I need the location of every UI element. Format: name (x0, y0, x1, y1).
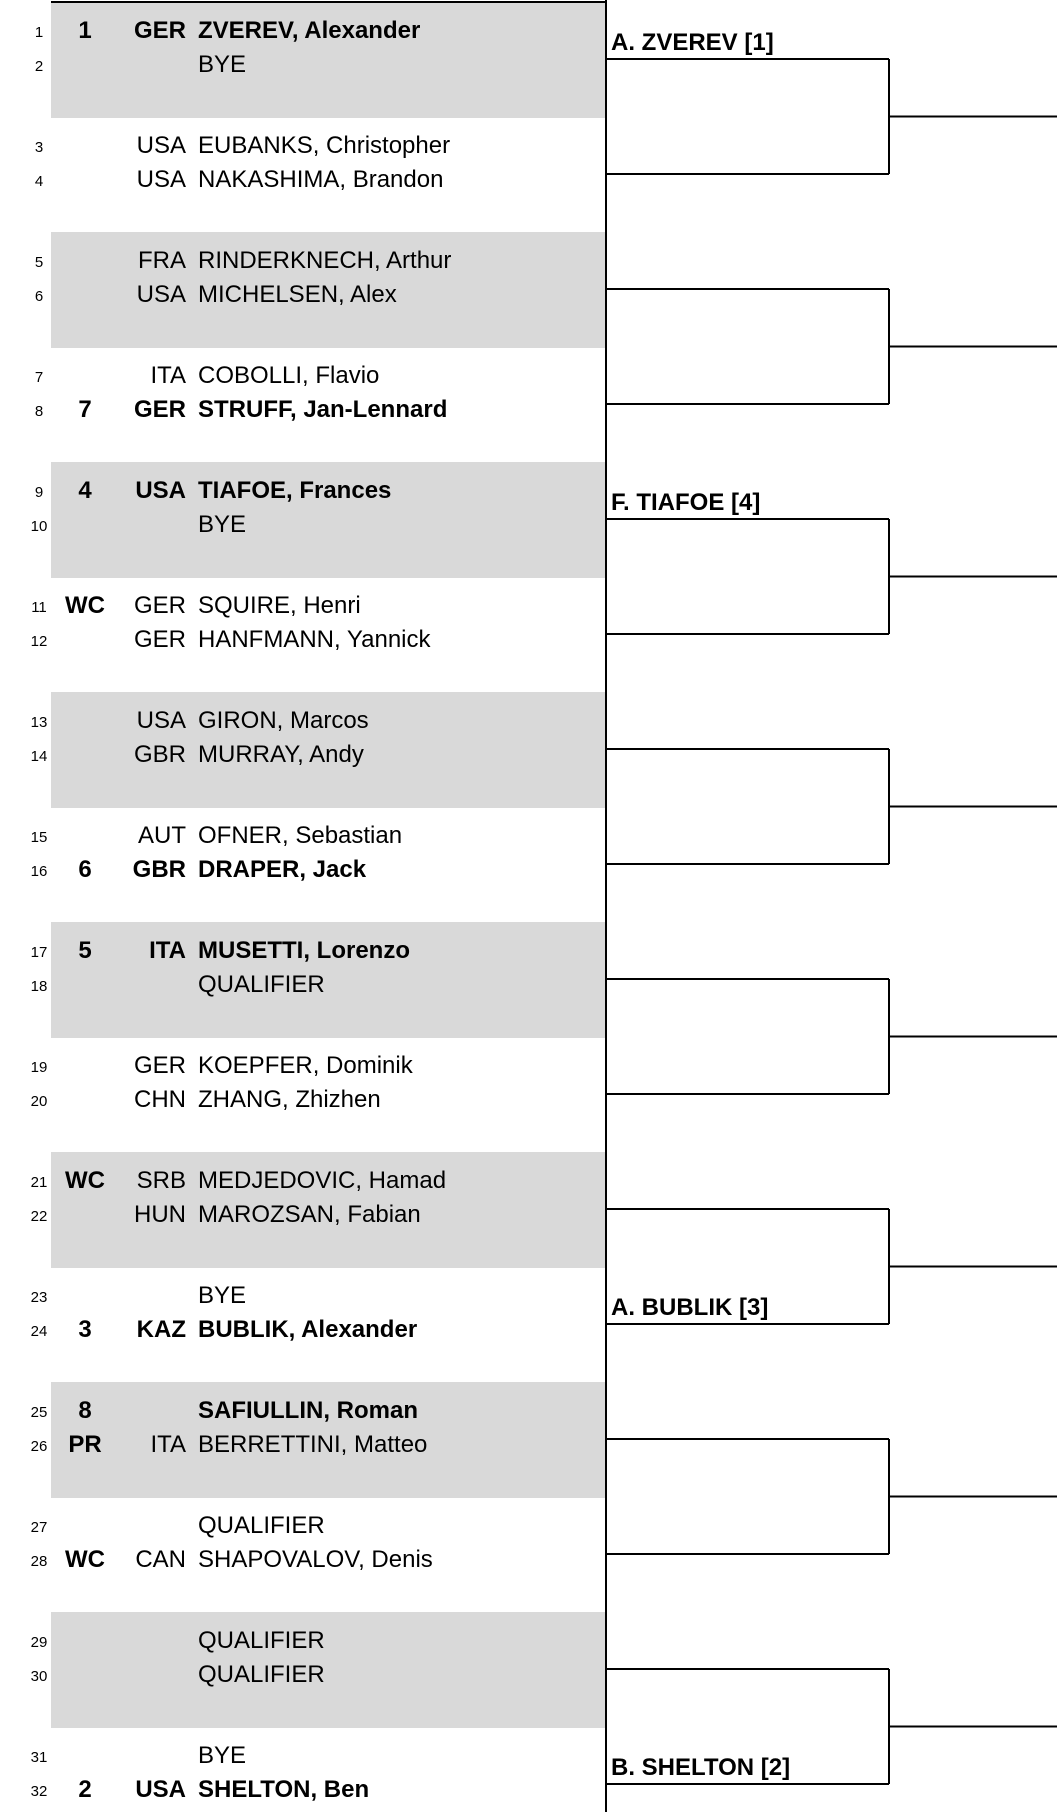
draw-entry (0, 1163, 606, 1197)
player-name: BYE (198, 1282, 247, 1309)
seed-or-entry-status: 5 (78, 937, 92, 964)
player-name: BERRETTINI, Matteo (198, 1431, 428, 1458)
draw-position: 5 (34, 254, 44, 271)
draw-position: 28 (30, 1553, 48, 1570)
player-nation: GER (133, 626, 186, 653)
draw-position: 4 (34, 173, 44, 190)
draw-entry (0, 852, 606, 886)
player-nation: ITA (150, 1431, 186, 1458)
seed-or-entry-status: 7 (78, 396, 92, 423)
player-nation: AUT (138, 822, 186, 849)
player-name: EUBANKS, Christopher (198, 132, 451, 159)
draw-position: 24 (30, 1323, 48, 1340)
draw-position: 1 (34, 24, 44, 41)
draw-entry (0, 1738, 606, 1772)
draw-entry (0, 473, 606, 507)
seed-or-entry-status: 8 (78, 1397, 92, 1424)
player-name: QUALIFIER (198, 1627, 325, 1654)
draw-position: 27 (30, 1519, 48, 1536)
player-nation: USA (136, 281, 186, 308)
draw-position: 29 (30, 1634, 48, 1651)
seed-or-entry-status: PR (68, 1431, 102, 1458)
seed-or-entry-status: 3 (78, 1316, 92, 1343)
draw-position: 30 (30, 1668, 48, 1685)
player-name: BYE (198, 511, 247, 538)
player-name: GIRON, Marcos (198, 707, 369, 734)
player-name: STRUFF, Jan-Lennard (198, 396, 448, 423)
draw-entry (0, 1657, 606, 1691)
player-nation: USA (136, 132, 186, 159)
player-name: KOEPFER, Dominik (198, 1052, 413, 1079)
player-nation: CAN (135, 1546, 186, 1573)
draw-position: 14 (30, 748, 48, 765)
player-name: SAFIULLIN, Roman (198, 1397, 418, 1424)
player-nation: GER (133, 1052, 186, 1079)
player-name: ZVEREV, Alexander (198, 17, 421, 44)
round2-winner-label: A. ZVEREV [1] (611, 29, 774, 56)
draw-entry (0, 13, 606, 47)
draw-entry (0, 243, 606, 277)
player-name: MUSETTI, Lorenzo (198, 937, 410, 964)
player-name: BYE (198, 51, 247, 78)
draw-entry (0, 1197, 606, 1231)
draw-entry (0, 1772, 606, 1806)
player-name: TIAFOE, Frances (198, 477, 392, 504)
player-nation: SRB (136, 1167, 186, 1194)
player-nation: ITA (150, 362, 186, 389)
player-name: BYE (198, 1742, 247, 1769)
draw-entry (0, 933, 606, 967)
player-nation: USA (136, 707, 186, 734)
player-nation: GER (133, 396, 186, 423)
player-nation: CHN (134, 1086, 186, 1113)
draw-entry (0, 1508, 606, 1542)
draw-position: 25 (30, 1404, 48, 1421)
draw-entry (0, 818, 606, 852)
draw-position: 6 (34, 288, 44, 305)
round2-winner-label: A. BUBLIK [3] (611, 1294, 769, 1321)
draw-entry (0, 588, 606, 622)
draw-position: 3 (34, 139, 44, 156)
draw-entry (0, 1082, 606, 1116)
draw-position: 11 (31, 599, 47, 616)
draw-entry (0, 703, 606, 737)
seed-or-entry-status: WC (65, 1546, 105, 1573)
draw-position: 21 (30, 1174, 48, 1191)
player-name: BUBLIK, Alexander (198, 1316, 418, 1343)
draw-position: 15 (30, 829, 48, 846)
draw-position: 16 (30, 863, 48, 880)
player-name: SQUIRE, Henri (198, 592, 361, 619)
draw-entry (0, 47, 606, 81)
draw-entry (0, 358, 606, 392)
seed-or-entry-status: WC (65, 592, 105, 619)
draw-entry (0, 507, 606, 541)
player-nation: HUN (134, 1201, 186, 1228)
draw-entry (0, 622, 606, 656)
draw-entry (0, 1623, 606, 1657)
seed-or-entry-status: 1 (78, 17, 92, 44)
draw-entry (0, 1312, 606, 1346)
player-nation: GER (133, 592, 186, 619)
draw-entry (0, 392, 606, 426)
seed-or-entry-status: 4 (78, 477, 92, 504)
player-name: SHELTON, Ben (198, 1776, 370, 1803)
draw-entry (0, 1542, 606, 1576)
draw-entry (0, 162, 606, 196)
draw-position: 7 (34, 369, 44, 386)
draw-position: 10 (30, 518, 48, 535)
player-name: MICHELSEN, Alex (198, 281, 397, 308)
draw-position: 2 (34, 58, 44, 75)
player-name: MAROZSAN, Fabian (198, 1201, 421, 1228)
draw-position: 18 (30, 978, 48, 995)
player-name: QUALIFIER (198, 971, 325, 998)
draw-position: 20 (30, 1093, 48, 1110)
seed-or-entry-status: WC (65, 1167, 105, 1194)
draw-entry (0, 1278, 606, 1312)
player-name: COBOLLI, Flavio (198, 362, 380, 389)
draw-entry (0, 277, 606, 311)
draw-entry (0, 737, 606, 771)
player-name: OFNER, Sebastian (198, 822, 403, 849)
player-nation: ITA (149, 937, 186, 964)
draw-position: 23 (30, 1289, 48, 1306)
player-name: RINDERKNECH, Arthur (198, 247, 452, 274)
draw-position: 22 (30, 1208, 48, 1225)
draw-position: 19 (30, 1059, 48, 1076)
draw-position: 32 (30, 1783, 48, 1800)
player-nation: GBR (133, 741, 186, 768)
player-name: NAKASHIMA, Brandon (198, 166, 444, 193)
draw-entry (0, 128, 606, 162)
draw-position: 26 (30, 1438, 48, 1455)
draw-position: 13 (30, 714, 48, 731)
draw-entry (0, 1427, 606, 1461)
draw-position: 9 (34, 484, 44, 501)
draw-entry (0, 1393, 606, 1427)
player-nation: FRA (138, 247, 186, 274)
player-name: DRAPER, Jack (198, 856, 367, 883)
player-name: QUALIFIER (198, 1661, 325, 1688)
seed-or-entry-status: 2 (78, 1776, 92, 1803)
round2-winner-label: B. SHELTON [2] (611, 1754, 791, 1781)
draw-entry (0, 967, 606, 1001)
draw-position: 31 (30, 1749, 48, 1766)
draw-entry (0, 1048, 606, 1082)
round2-winner-label: F. TIAFOE [4] (611, 489, 761, 516)
draw-position: 17 (30, 944, 48, 961)
player-name: ZHANG, Zhizhen (198, 1086, 381, 1113)
player-nation: KAZ (136, 1316, 186, 1343)
player-name: MURRAY, Andy (198, 741, 364, 768)
seed-or-entry-status: 6 (78, 856, 92, 883)
player-name: QUALIFIER (198, 1512, 325, 1539)
player-nation: USA (135, 1776, 186, 1803)
player-name: MEDJEDOVIC, Hamad (198, 1167, 447, 1194)
player-name: SHAPOVALOV, Denis (198, 1546, 433, 1573)
player-nation: USA (135, 477, 186, 504)
draw-position: 12 (30, 633, 48, 650)
player-nation: GBR (132, 856, 186, 883)
player-nation: USA (136, 166, 186, 193)
draw-position: 8 (34, 403, 44, 420)
player-name: HANFMANN, Yannick (198, 626, 431, 653)
player-nation: GER (133, 17, 186, 44)
